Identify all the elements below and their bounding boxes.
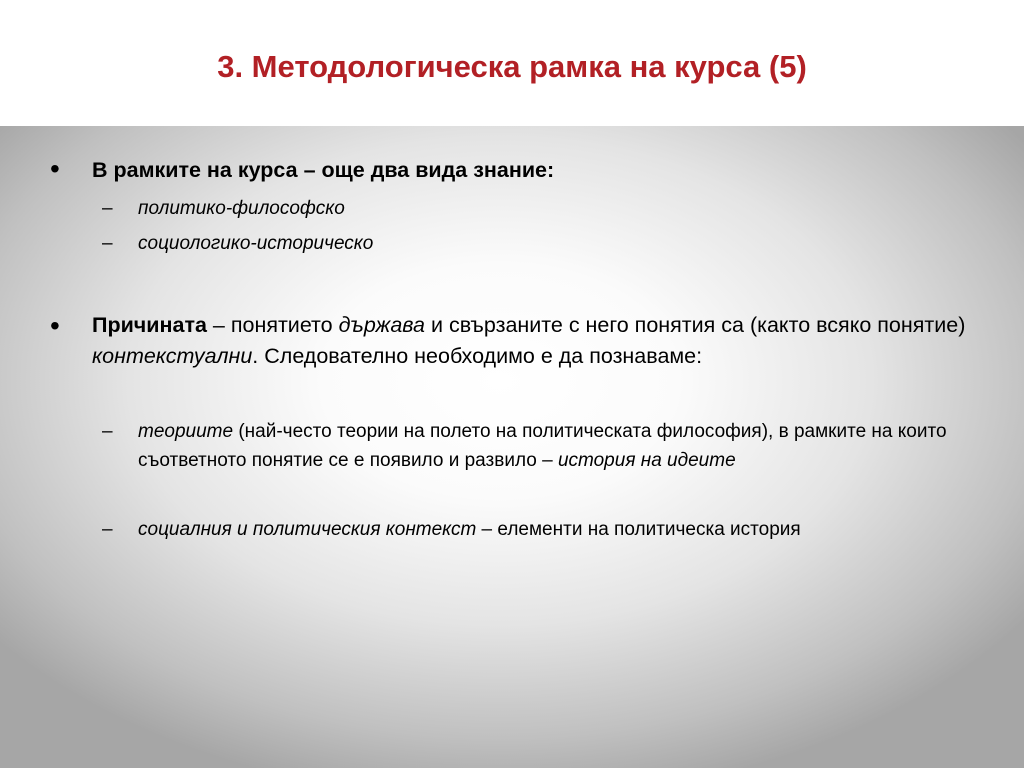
point-2-italic-b: контекстуални bbox=[92, 344, 253, 368]
point-2-sub-2-italic-a: социалния и политическия контекст bbox=[138, 519, 477, 540]
point-2-italic-a: държава bbox=[338, 313, 426, 337]
point-2-text-a: – понятието bbox=[206, 313, 339, 337]
point-2-sub-1-italic-b: история на идеите bbox=[557, 450, 736, 471]
point-2-text-c: . Следователно необходимо е да познаваме: bbox=[252, 344, 703, 368]
dash-1-1: – bbox=[102, 198, 113, 219]
point-2-sub-2 bbox=[138, 515, 938, 544]
point-2-sub-2-text-a: – елементи на политическа история bbox=[476, 519, 801, 540]
point-2-lead: Причината bbox=[92, 313, 207, 337]
point-2-sub-1 bbox=[138, 417, 1008, 475]
point-2-sub-1-text-a: (най-често теории на полето на политическата философия), в рамките на които съответното понятие се е появило и развило – bbox=[138, 421, 947, 471]
slide-title: 3. Методологическа рамка на курса (5) bbox=[217, 49, 807, 84]
dash-1-2: – bbox=[102, 233, 113, 254]
point-2-text bbox=[92, 310, 1012, 372]
point-1-text: В рамките на курса – още два вида знание: bbox=[92, 158, 555, 182]
point-1-sub-1: политико-философско bbox=[138, 198, 345, 219]
bullet-1: • bbox=[50, 153, 60, 184]
dash-2-2: – bbox=[102, 519, 113, 540]
point-2-sub-1-italic-a: теориите bbox=[138, 421, 234, 442]
point-1-sub-2: социологико-историческо bbox=[138, 233, 374, 254]
dash-2-1: – bbox=[102, 421, 113, 442]
point-2-text-b: и свързаните с него понятия са (както всяко понятие) bbox=[425, 313, 966, 337]
bullet-2: • bbox=[50, 310, 60, 341]
